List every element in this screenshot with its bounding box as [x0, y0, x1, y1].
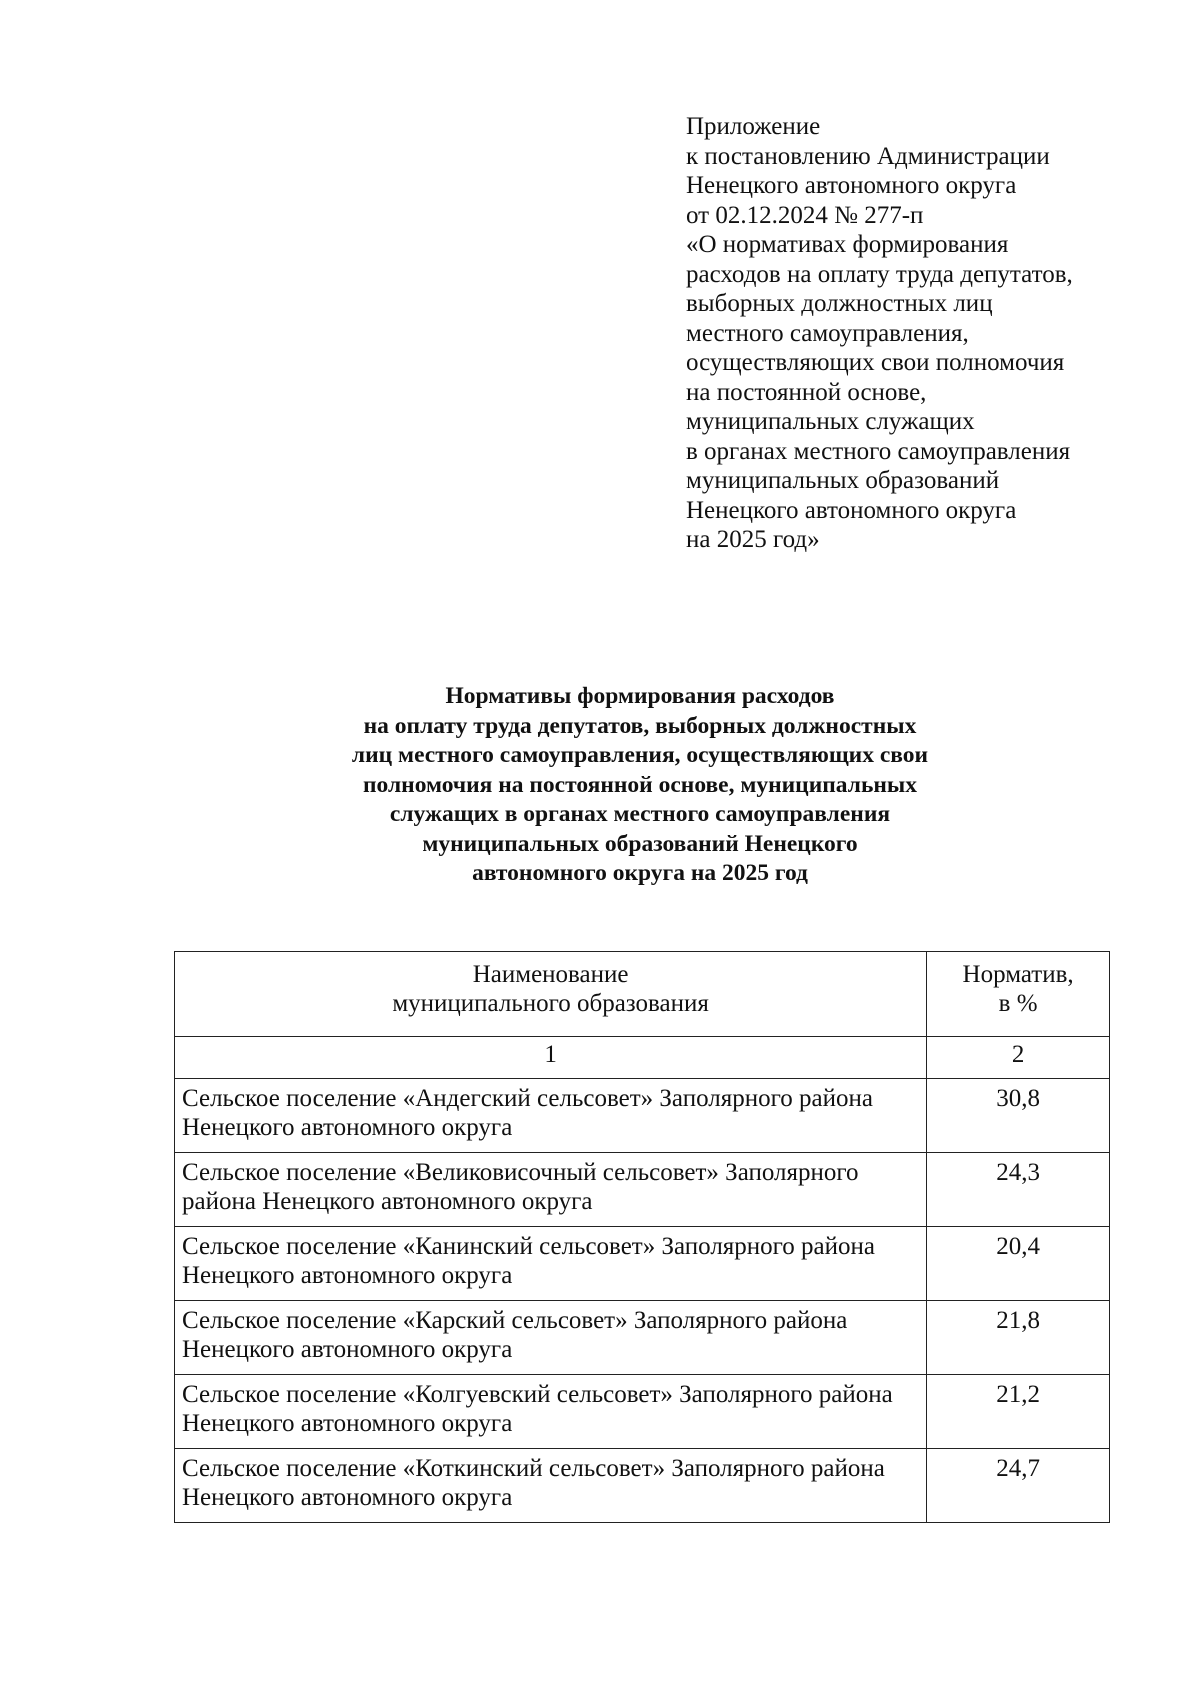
appendix-line: осуществляющих свои полномочия [686, 349, 1065, 376]
table-row [175, 1153, 1110, 1227]
appendix-line: на постоянной основе, [686, 378, 927, 406]
appendix-line: муниципальных служащих [686, 408, 975, 435]
table-row [175, 1449, 1110, 1523]
municipality-name-cell [175, 1079, 927, 1153]
table-row [175, 1301, 1110, 1375]
municipality-name-line: Сельское поселение «Андегский сельсовет» Заполярного района [182, 1085, 873, 1112]
header-value-line: в % [998, 990, 1038, 1017]
header-name-line: муниципального образования [392, 990, 709, 1017]
header-name-line: Наименование [472, 961, 629, 988]
column-number-cell: 1 [175, 1037, 927, 1079]
title-line: полномочия на постоянной основе, муниципальных [362, 771, 918, 798]
municipality-name-line: Ненецкого автономного округа [182, 1262, 513, 1289]
norm-value-cell: 24,7 [927, 1449, 1110, 1523]
municipality-name-line: Ненецкого автономного округа [182, 1484, 513, 1511]
municipality-name-line: Сельское поселение «Великовисочный сельсовет» Заполярного [182, 1159, 859, 1186]
title-line: служащих в органах местного самоуправления [389, 801, 891, 827]
appendix-line: «О нормативах формирования [686, 231, 1009, 258]
norm-value-cell: 21,2 [927, 1375, 1110, 1449]
municipality-name-line: района Ненецкого автономного округа [182, 1188, 593, 1215]
municipality-name-line: Ненецкого автономного округа [182, 1336, 513, 1363]
norm-value-cell: 30,8 [927, 1079, 1110, 1153]
municipality-name-line: Сельское поселение «Канинский сельсовет» Заполярного района [182, 1233, 876, 1260]
appendix-line: от 02.12.2024 № 277-п [686, 201, 924, 229]
norm-value-cell: 20,4 [927, 1227, 1110, 1301]
municipality-name-line: Ненецкого автономного округа [182, 1114, 513, 1141]
municipality-name-line: Сельское поселение «Колгуевский сельсовет» Заполярного района [182, 1381, 893, 1408]
municipality-name-cell [175, 1375, 927, 1449]
appendix-line: на 2025 год» [686, 526, 820, 553]
table-row [175, 1227, 1110, 1301]
municipality-name-line: Ненецкого автономного округа [182, 1410, 513, 1437]
appendix-line: выборных должностных лиц [686, 290, 993, 317]
appendix-line: к постановлению Администрации [686, 142, 1050, 170]
header-value-cell [927, 952, 1110, 1037]
appendix-line: Ненецкого автономного округа [686, 496, 1017, 524]
header-name-cell [175, 952, 927, 1037]
title-line: Нормативы формирования расходов [445, 683, 835, 709]
appendix-line: местного самоуправления, [686, 319, 969, 347]
municipality-name-line: Сельское поселение «Карский сельсовет» Заполярного района [182, 1307, 848, 1334]
norm-value-cell: 24,3 [927, 1153, 1110, 1227]
appendix-line: в органах местного самоуправления [686, 437, 1071, 465]
norms-table [174, 951, 1110, 1523]
appendix-line: Ненецкого автономного округа [686, 172, 1017, 199]
column-number-row [175, 1037, 1110, 1079]
appendix-line: Приложение [686, 113, 821, 140]
municipality-name-cell [175, 1449, 927, 1523]
title-line: на оплату труда депутатов, выборных должностных [363, 712, 917, 739]
column-number-cell: 2 [927, 1037, 1110, 1079]
title-line: лиц местного самоуправления, осуществляющих свои [351, 742, 929, 768]
header-value-line: Норматив, [962, 961, 1074, 988]
table-row [175, 1375, 1110, 1449]
table-header-row [175, 952, 1110, 1037]
municipality-name-line: Сельское поселение «Коткинский сельсовет» Заполярного района [182, 1455, 885, 1482]
table-row [175, 1079, 1110, 1153]
appendix-block [686, 112, 1156, 555]
municipality-name-cell [175, 1301, 927, 1375]
title-line: автономного округа на 2025 год [472, 860, 808, 886]
norm-value-cell: 21,8 [927, 1301, 1110, 1375]
appendix-line: расходов на оплату труда депутатов, [686, 260, 1073, 288]
municipality-name-cell [175, 1153, 927, 1227]
document-title [170, 682, 1110, 889]
appendix-line: муниципальных образований [686, 467, 1000, 494]
title-line: муниципальных образований Ненецкого [422, 830, 858, 857]
municipality-name-cell [175, 1227, 927, 1301]
